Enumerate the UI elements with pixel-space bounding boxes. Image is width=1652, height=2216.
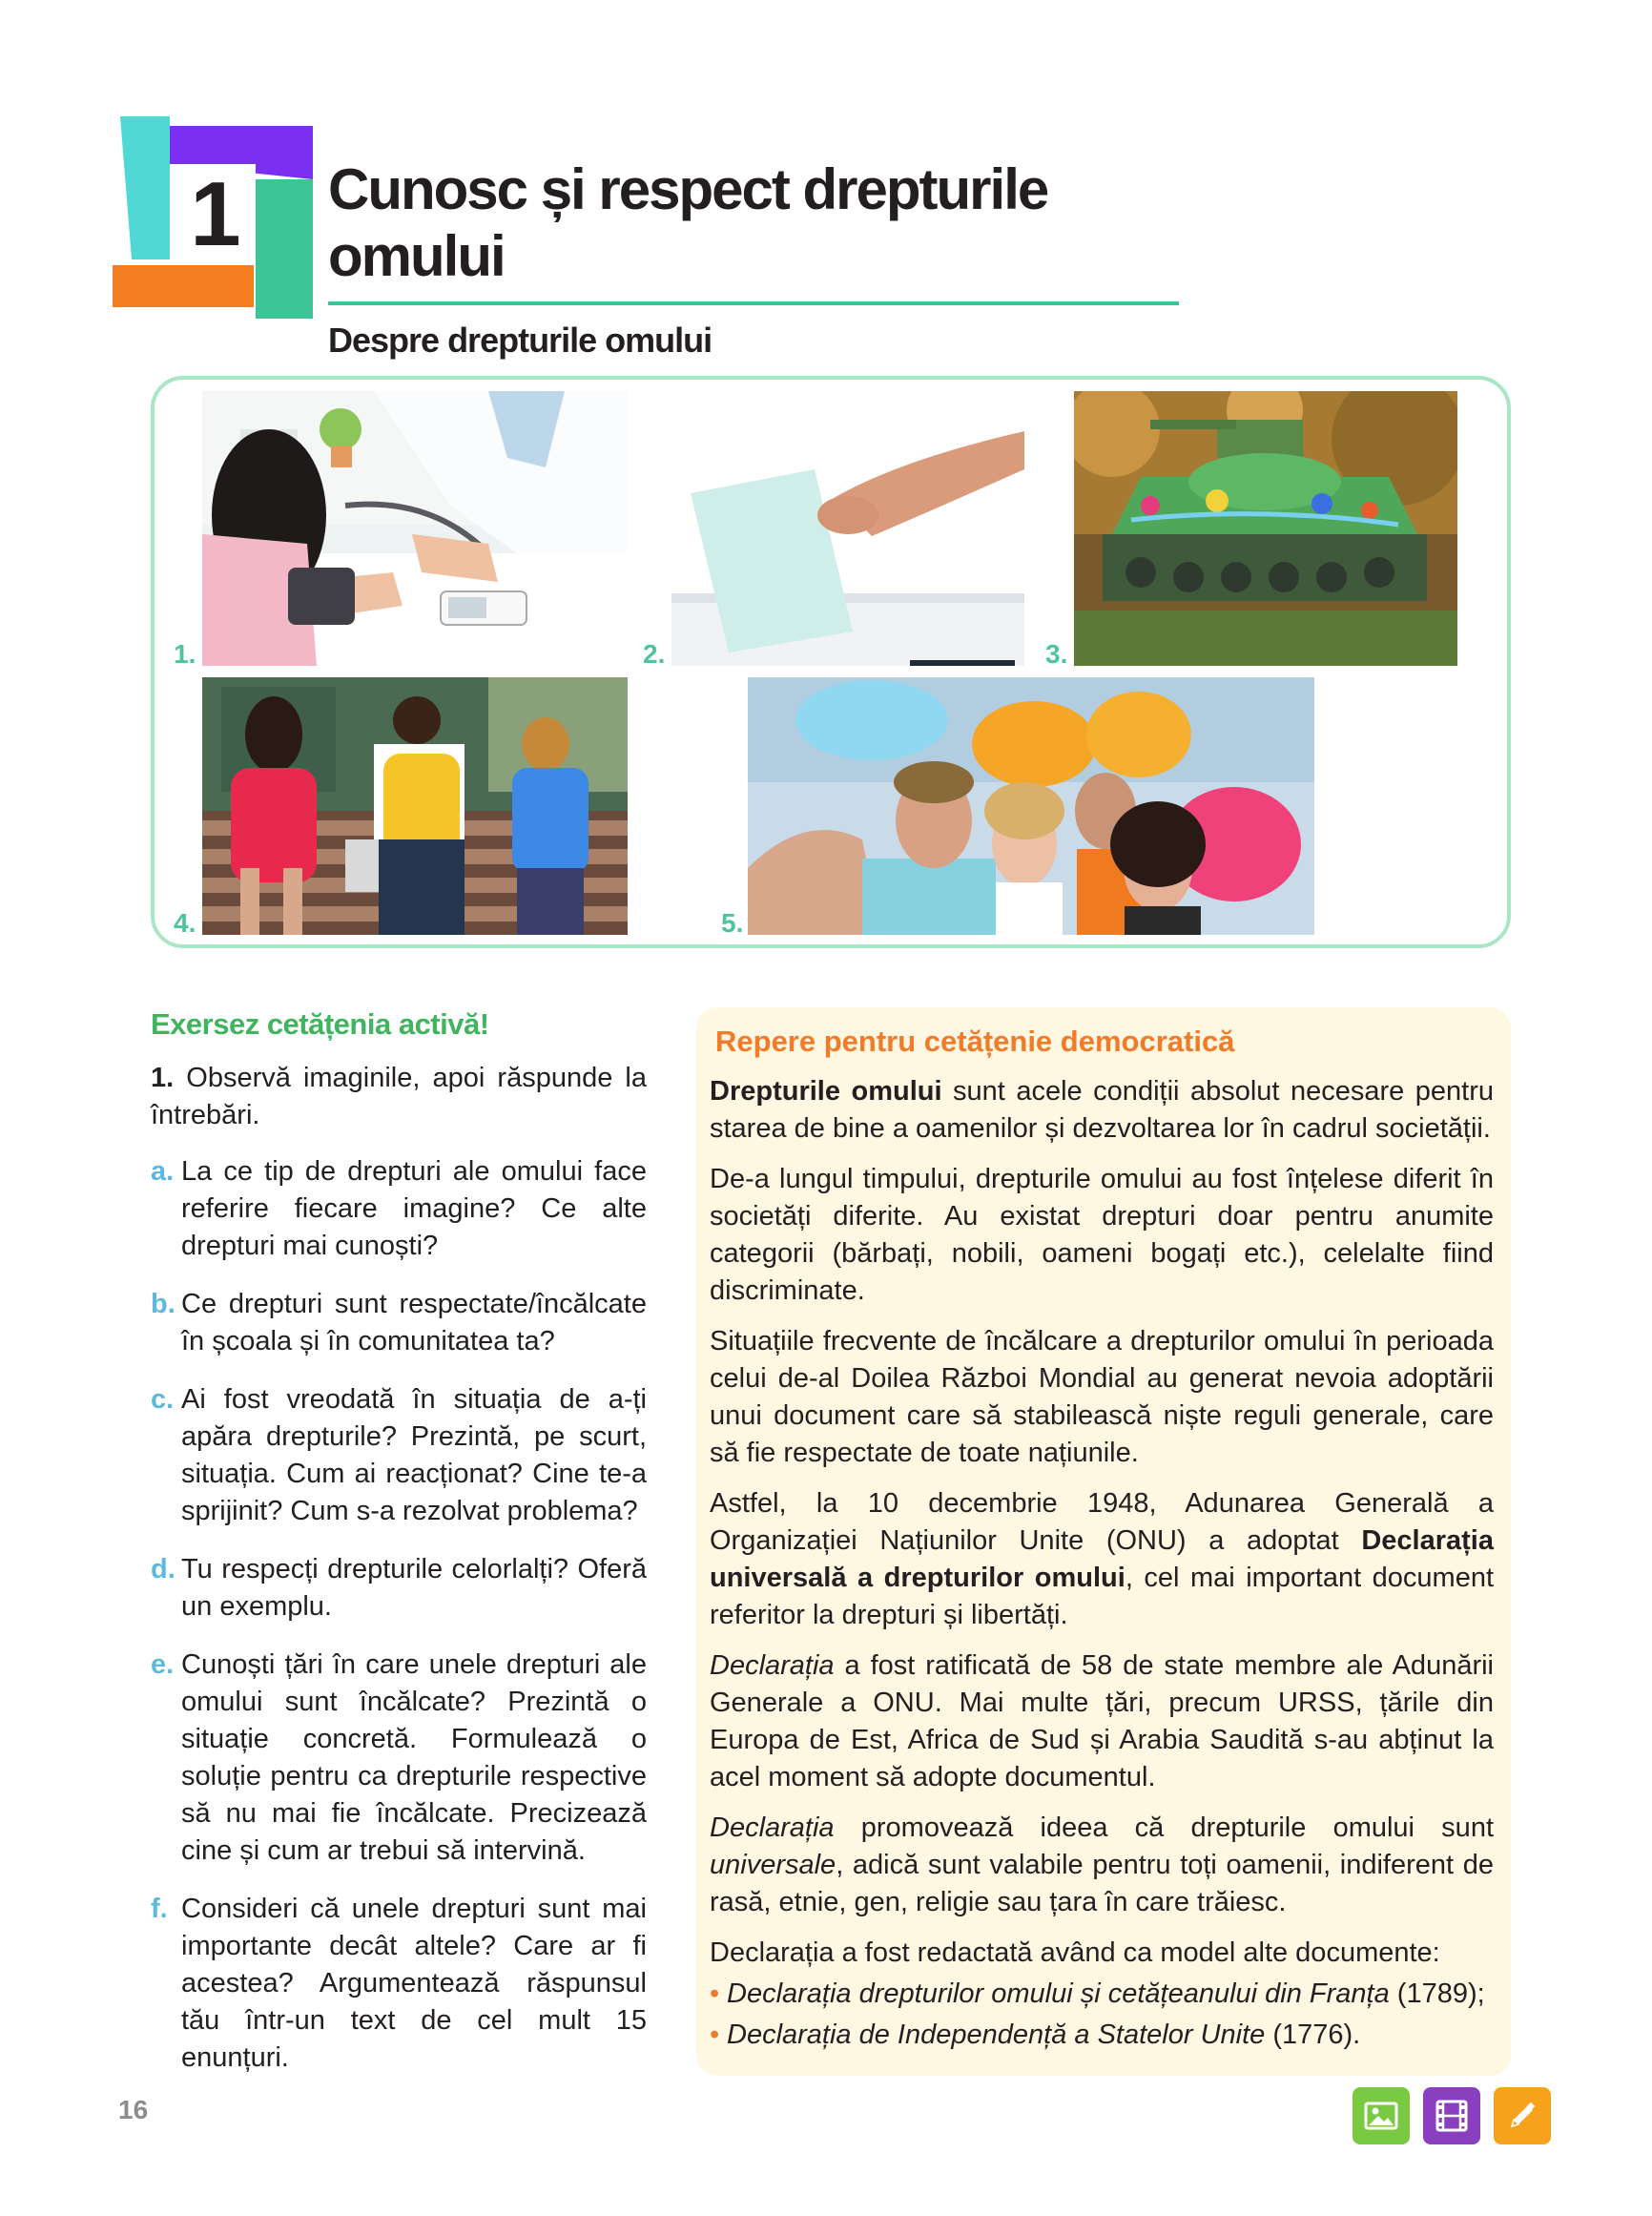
box-paragraph-3: Situațiile frecvente de încălcare a drepturilor omului în perioada celui de-al Doilea Război Mondial au generat nevoia adoptării unui document care să stabilească niște reguli generale, care să fie respectate de toate națiunile. [710, 1326, 1494, 1468]
box-paragraph-7: Declarația a fost redactată având ca model alte documente: [710, 1937, 1440, 1968]
photo-ballot-box [671, 403, 1024, 666]
document-title: Declarația drepturilor omului și cetățeanului din Franța [727, 1978, 1390, 2009]
term-declaration-italic: Declarația [710, 1650, 835, 1681]
image-icon[interactable] [1353, 2087, 1410, 2144]
question-text: Consideri că unele drepturi sunt mai importante decât altele? Care ar fi acestea? Argumentează răspunsul tău într-un text de cel mult 15 enunțuri. [181, 1894, 647, 2073]
photo-label-4: 4. [174, 908, 196, 938]
pencil-icon[interactable] [1494, 2087, 1551, 2144]
paragraph-text: promovează ideea că drepturile omului sunt [834, 1812, 1494, 1843]
photo-doctor-blood-pressure [202, 391, 628, 666]
question-text: Ai fost vreodată în situația de a-ți apăra drepturile? Prezintă, pe scurt, situația. Cum ai reacționat? Cine te-a sprijinit? Cum s-a rezolvat problema? [181, 1384, 647, 1526]
photo-label-5: 5. [721, 908, 744, 938]
term-human-rights: Drepturile omului [710, 1076, 942, 1107]
exercise-section [151, 1005, 647, 2098]
question-letter: c. [151, 1384, 175, 1415]
box-paragraph-6 [710, 1810, 1494, 1921]
term-universal: universale [710, 1850, 836, 1880]
question-text: La ce tip de drepturi ale omului face referire fiecare imagine? Ce alte drepturi mai cunoști? [181, 1156, 647, 1261]
paragraph-text: sunt acele condiții absolut necesare pentru starea de bine a oamenilor și dezvoltarea lor în cadrul societății. [710, 1076, 1495, 1144]
question-text: Ce drepturi sunt respectate/încălcate în școala și în comunitatea ta? [181, 1289, 647, 1357]
paragraph-text: Astfel, la 10 decembrie 1948, Adunarea Generală a Organizației Națiunilor Unite (ONU) a adoptat [710, 1488, 1494, 1556]
exercise-number: 1. [151, 1063, 175, 1093]
exercise-heading: Exersez cetățenia activă! [151, 1007, 489, 1041]
paragraph-text: , adică sunt valabile pentru toți oamenii, indiferent de rasă, etnie, gen, religie sau țara în care trăiesc. [710, 1850, 1494, 1917]
chapter-number: 1 [190, 163, 241, 265]
question-e [151, 1646, 647, 1870]
question-letter: b. [151, 1289, 176, 1319]
democratic-citizenship-box [696, 1007, 1511, 2076]
title-block [328, 156, 1187, 361]
paragraph-text: , cel mai important document referitor la drepturi și libertăți. [710, 1563, 1495, 1630]
box-paragraph-4 [710, 1485, 1494, 1634]
question-d [151, 1551, 647, 1626]
question-c [151, 1381, 647, 1530]
box-heading: Repere pentru cetățenie democratică [715, 1025, 1235, 1058]
page-subtitle: Despre drepturile omului [328, 321, 712, 360]
photo-label-3: 3. [1045, 639, 1068, 669]
film-icon[interactable] [1423, 2087, 1480, 2144]
document-year: (1776). [1265, 2019, 1361, 2050]
document-year: (1789); [1389, 1978, 1485, 2009]
question-letter: d. [151, 1554, 176, 1584]
term-declaration-italic: Declarația [710, 1812, 835, 1843]
term-declaration: Declarația universală a drepturilor omului [710, 1525, 1494, 1593]
photo-speech-bubbles [748, 677, 1314, 935]
question-f [151, 1891, 647, 2077]
list-item [710, 1976, 1494, 2013]
photo-label-1: 1. [174, 639, 196, 669]
photo-children-backpacks [202, 677, 628, 935]
question-b [151, 1286, 647, 1360]
question-letter: a. [151, 1156, 175, 1187]
box-paragraph-5 [710, 1647, 1494, 1796]
exercise-intro-text: Observă imaginile, apoi răspunde la întrebări. [151, 1063, 647, 1130]
exercise-intro [151, 1060, 647, 1134]
photo-painted-tank [1074, 391, 1457, 666]
question-text: Tu respecți drepturile celorlalți? Oferă un exemplu. [181, 1554, 647, 1622]
title-divider [328, 301, 1179, 305]
question-letter: f. [151, 1894, 168, 1924]
box-paragraph-2: De-a lungul timpului, drepturile omului au fost înțelese diferit în societăți diferite. Au existat drepturi doar pentru anumite categorii (bărbați, nobili, oameni bogați etc.), celelalte fiind discriminate. [710, 1164, 1494, 1306]
list-item [710, 2017, 1494, 2054]
chapter-logo [113, 116, 313, 319]
box-paragraph-1 [710, 1073, 1494, 1148]
photo-label-2: 2. [643, 639, 666, 669]
document-title: Declarația de Independență a Statelor Unite [727, 2019, 1266, 2050]
question-letter: e. [151, 1649, 175, 1680]
question-text: Cunoști țări în care unele drepturi ale omului sunt încălcate? Prezintă o situație concretă. Formulează o soluție pentru ca drepturile respective să nu mai fie încălcate. Precizează cine și cum ar trebui să intervină. [181, 1649, 647, 1866]
page-number: 16 [118, 2095, 149, 2124]
question-a [151, 1153, 647, 1265]
paragraph-text: a fost ratificată de 58 de state membre ale Adunării Generale a ONU. Mai multe țări, precum URSS, țările din Europa de Est, Africa de Sud și Arabia Saudită s-au abținut la acel moment să adopte documentul. [710, 1650, 1494, 1792]
page-title: Cunosc și respect drepturile omului [328, 157, 1048, 288]
